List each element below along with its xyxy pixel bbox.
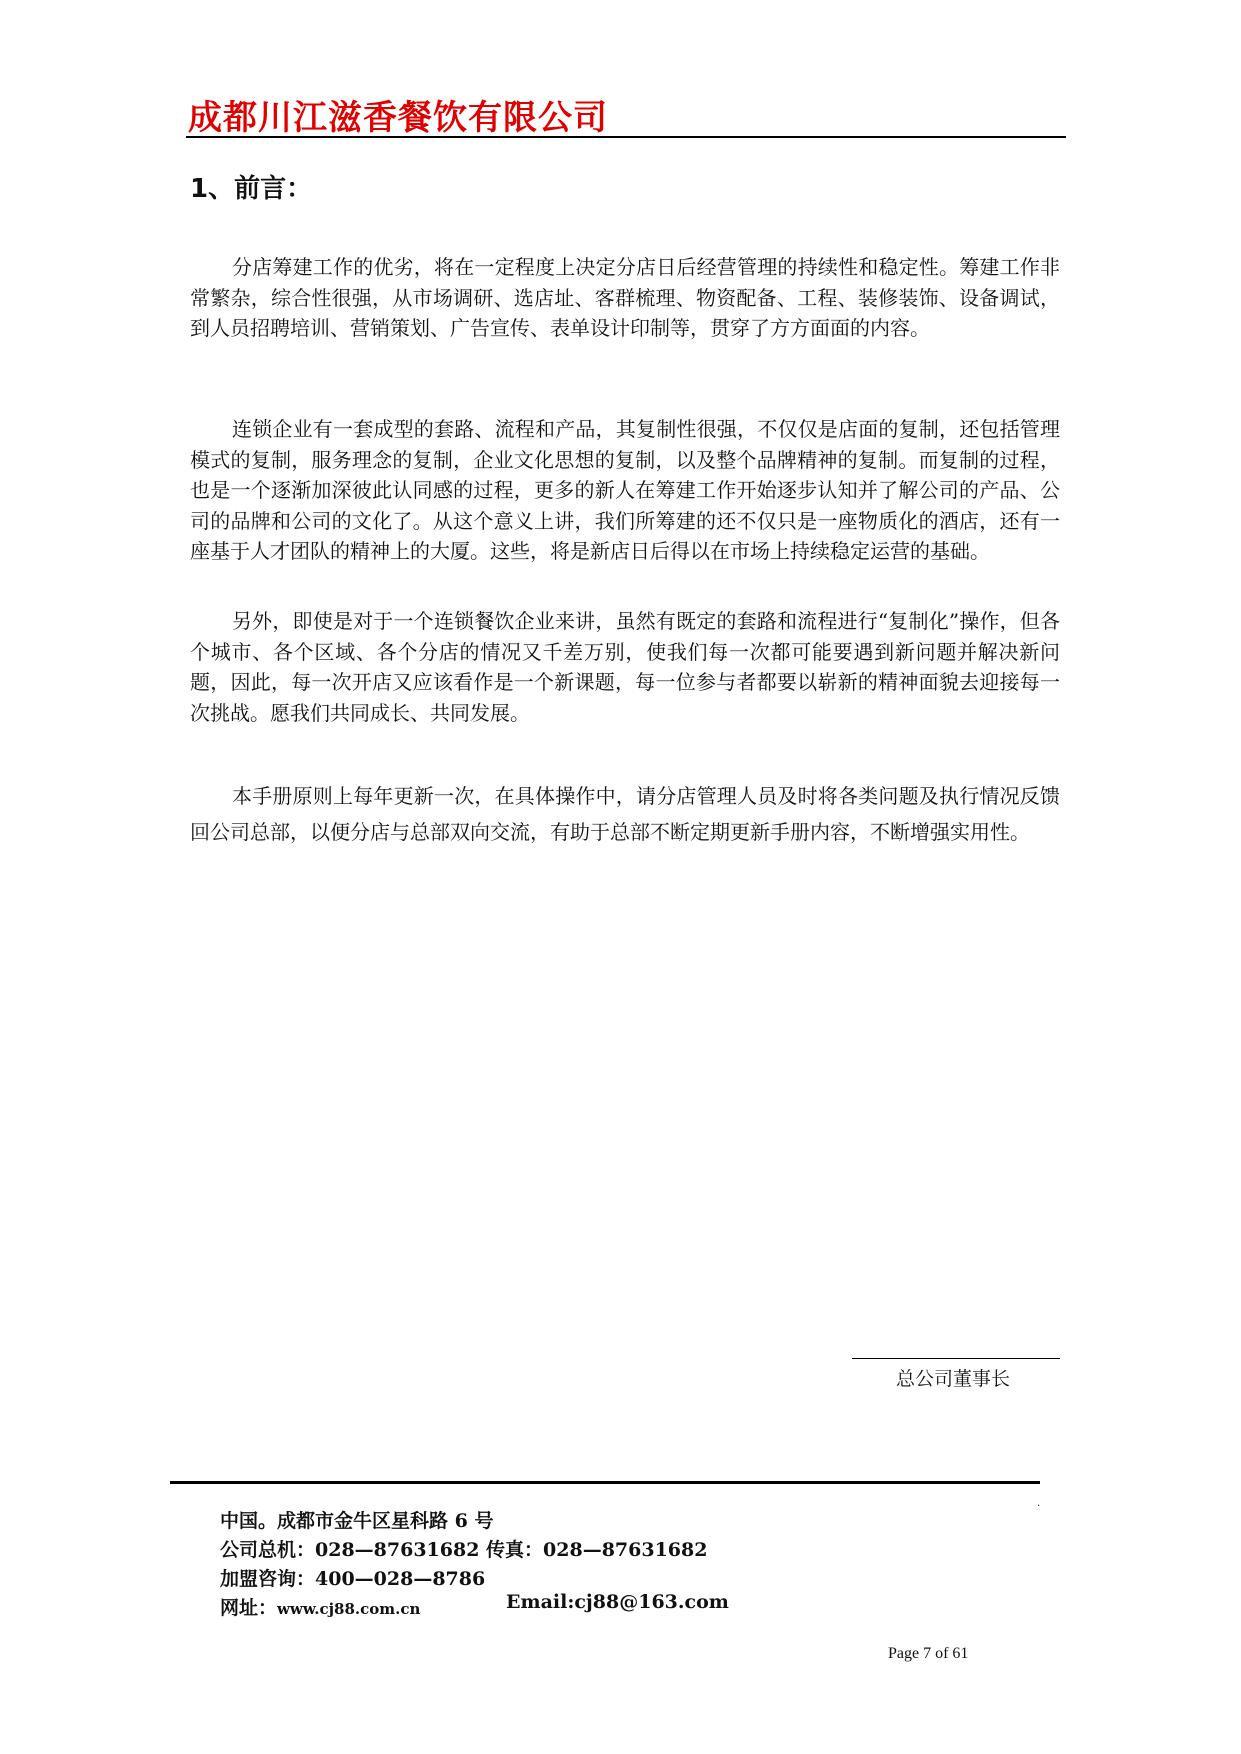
company-name-header: 成都川江滋香餐饮有限公司 <box>188 98 608 138</box>
footer-email[interactable]: Email:cj88@163.com <box>506 1591 729 1613</box>
page-number: Page 7 of 61 <box>888 1645 969 1662</box>
footer-divider <box>170 1481 1040 1484</box>
website-link[interactable]: www.cj88.com.cn <box>277 1600 421 1618</box>
paragraph-chain-replication: 连锁企业有一套成型的套路、流程和产品，其复制性很强，不仅仅是店面的复制，还包括管理模式的复制，服务理念的复制，企业文化思想的复制，以及整个品牌精神的复制。而复制的过程，也是一个逐渐加深彼此认同感的过程，更多的新人在筹建工作开始逐步认知并了解公司的产品、公司的品牌和公司的文化了。从这个意义上讲，我们所筹建的还不仅只是一座物质化的酒店，还有一座基于人才团队的精神上的大厦。这些，将是新店日后得以在市场上持续稳定运营的基础。 <box>190 417 1060 563</box>
footer-marker: . <box>1037 1498 1041 1509</box>
signature-line <box>852 1358 1060 1359</box>
paragraph-intro: 分店筹建工作的优劣，将在一定程度上决定分店日后经营管理的持续性和稳定性。筹建工作非常繁杂，综合性很强，从市场调研、选店址、客群梳理、物资配备、工程、装修装饰、设备调试，到人员招聘培训、营销策划、广告宣传、表单设计印制等，贯穿了方方面面的内容。 <box>190 255 1060 340</box>
website-label: 网址： <box>220 1597 278 1619</box>
footer-franchise: 加盟咨询：400—028—8786 <box>220 1568 486 1590</box>
signature-title: 总公司董事长 <box>896 1368 1011 1390</box>
paragraph-challenges: 另外，即使是对于一个连锁餐饮企业来讲，虽然有既定的套路和流程进行“复制化”操作，但各个城市、各个区域、各个分店的情况又千差万别，使我们每一次都可能要遇到新问题并解决新问题，因此，每一次开店又应该看作是一个新课题，每一位参与者都要以崭新的精神面貌去迎接每一次挑战。愿我们共同成长、共同发展。 <box>190 609 1060 725</box>
footer-phone: 公司总机：028—87631682 传真：028—87631682 <box>220 1539 708 1561</box>
section-heading: 1、前言： <box>190 174 313 204</box>
header-divider <box>186 136 1066 138</box>
paragraph-manual-update: 本手册原则上每年更新一次，在具体操作中，请分店管理人员及时将各类问题及执行情况反馈回公司总部，以便分店与总部双向交流，有助于总部不断定期更新手册内容，不断增强实用性。 <box>190 784 1060 844</box>
footer-address: 中国。成都市金牛区星科路 6 号 <box>220 1510 494 1532</box>
footer-website <box>220 1593 420 1620</box>
